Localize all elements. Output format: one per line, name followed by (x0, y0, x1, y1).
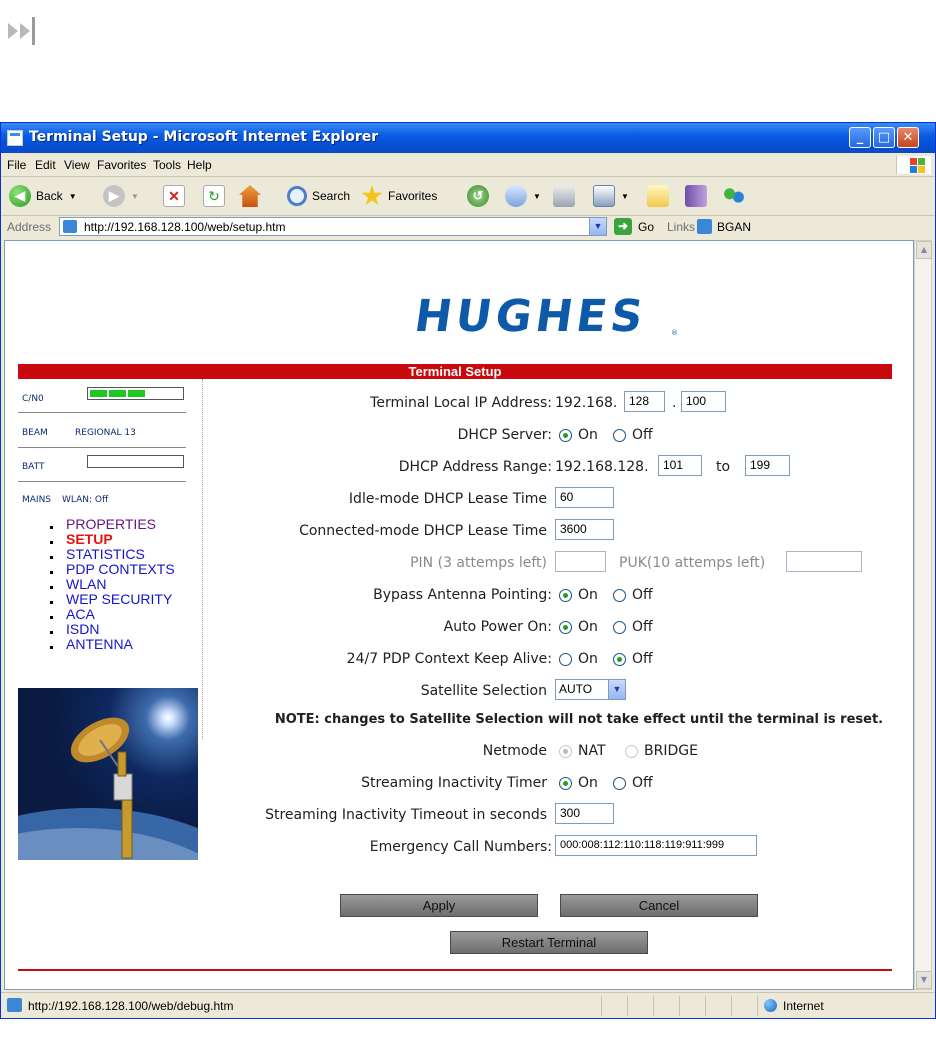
nav-setup[interactable]: SETUP (50, 532, 175, 547)
window-title: Terminal Setup - Microsoft Internet Explorer (29, 129, 379, 145)
edit-dropdown-icon[interactable]: ▼ (621, 191, 629, 201)
sidebar-nav (50, 517, 175, 652)
keepalive-off-label: Off (632, 651, 653, 667)
dhcp-range-end-input[interactable]: 199 (745, 455, 790, 476)
scroll-down-icon[interactable]: ▼ (916, 971, 932, 989)
research-books-icon (685, 185, 707, 207)
nav-statistics[interactable]: STATISTICS (50, 547, 175, 562)
page-icon (63, 220, 77, 233)
streaming-on-label: On (578, 775, 598, 791)
ip-octet3-input[interactable]: 128 (624, 391, 665, 412)
favorites-star-icon (361, 185, 383, 207)
back-arrow-icon: ◀ (9, 185, 31, 207)
keep-alive-label: 24/7 PDP Context Keep Alive: (346, 651, 552, 667)
search-label: Search (312, 189, 351, 203)
netmode-nat-radio[interactable] (559, 745, 572, 758)
battery-meter (87, 455, 184, 468)
hughes-logo (411, 291, 650, 342)
bypass-off-radio[interactable] (613, 589, 626, 602)
edit-button[interactable] (593, 183, 629, 209)
status-divider (627, 996, 628, 1016)
dhcp-range-label: DHCP Address Range: (398, 459, 552, 475)
menu-bar (1, 154, 935, 177)
status-divider (18, 412, 186, 413)
emergency-numbers-label: Emergency Call Numbers: (369, 839, 552, 855)
satellite-selection-value: AUTO (559, 682, 593, 696)
address-label: Address (7, 220, 52, 234)
restart-terminal-button[interactable]: Restart Terminal (450, 931, 648, 954)
back-button[interactable] (9, 183, 77, 209)
dhcp-range-prefix: 192.168.128. (555, 459, 649, 475)
dhcp-off-label: Off (632, 427, 653, 443)
dhcp-on-label: On (578, 427, 598, 443)
status-divider (18, 447, 186, 448)
header-bar (18, 364, 892, 379)
nav-aca[interactable]: ACA (50, 607, 175, 622)
keepalive-on-radio[interactable] (559, 653, 572, 666)
bypass-antenna-label: Bypass Antenna Pointing: (373, 587, 552, 603)
dhcp-range-start-input[interactable]: 101 (658, 455, 702, 476)
netmode-bridge-radio[interactable] (625, 745, 638, 758)
dhcp-on-radio[interactable] (559, 429, 572, 442)
internet-zone-icon (764, 999, 777, 1012)
nav-antenna[interactable]: ANTENNA (50, 637, 175, 652)
status-divider (653, 996, 654, 1016)
ie-page-icon (7, 130, 23, 146)
autopower-on-radio[interactable] (559, 621, 572, 634)
puk-input[interactable] (786, 551, 862, 572)
toolbar (1, 177, 935, 216)
history-icon: ↺ (467, 185, 489, 207)
satellite-selection-select[interactable] (555, 679, 626, 700)
messenger-button[interactable] (723, 183, 745, 209)
close-button[interactable]: ✕ (897, 127, 919, 148)
chevron-down-icon[interactable]: ▼ (608, 680, 625, 699)
address-bar (1, 216, 935, 238)
address-input[interactable] (59, 217, 607, 236)
wlan-status: WLAN: Off (62, 495, 109, 505)
mail-button[interactable] (505, 183, 541, 209)
discuss-button[interactable] (647, 183, 669, 209)
browser-window (0, 122, 936, 1019)
status-divider (731, 996, 732, 1016)
links-label: Links (667, 220, 696, 234)
go-button[interactable]: Go (638, 220, 655, 234)
vertical-scrollbar[interactable] (914, 240, 932, 990)
streaming-timeout-input[interactable]: 300 (555, 803, 614, 824)
trademark-mark: ® (671, 329, 678, 337)
menu-tools[interactable]: Tools (153, 158, 182, 172)
streaming-off-radio[interactable] (613, 777, 626, 790)
messenger-icon (723, 185, 745, 207)
search-button[interactable] (287, 183, 350, 209)
autopower-off-label: Off (632, 619, 653, 635)
favorites-label: Favorites (388, 189, 438, 203)
menu-file[interactable]: File (7, 158, 27, 172)
mail-dropdown-icon[interactable]: ▼ (533, 191, 541, 201)
print-icon (553, 185, 575, 207)
mail-icon (505, 185, 527, 207)
history-button[interactable] (467, 183, 489, 209)
satellite-note: NOTE: changes to Satellite Selection will not take effect until the terminal is reset. (274, 712, 884, 727)
autopower-on-label: On (578, 619, 598, 635)
ip-dot: . (672, 395, 677, 411)
auto-power-label: Auto Power On: (443, 619, 552, 635)
cn0-label: C/N0 (22, 394, 44, 404)
streaming-off-label: Off (632, 775, 653, 791)
mains-label: MAINS (22, 495, 52, 505)
nav-isdn[interactable]: ISDN (50, 622, 175, 637)
connected-lease-label: Connected-mode DHCP Lease Time (299, 523, 547, 539)
satellite-selection-label: Satellite Selection (420, 683, 547, 699)
pin-input[interactable] (555, 551, 606, 572)
connected-lease-input[interactable]: 3600 (555, 519, 614, 540)
netmode-label: Netmode (482, 743, 547, 759)
footer-divider (18, 969, 892, 971)
forward-button[interactable] (103, 183, 139, 209)
print-button[interactable] (553, 183, 575, 209)
netmode-bridge-label: BRIDGE (644, 743, 698, 759)
netmode-nat-label: NAT (578, 743, 606, 759)
favorites-button[interactable] (361, 183, 437, 209)
security-zone: Internet (783, 999, 824, 1013)
page-content (4, 240, 914, 990)
status-bar (1, 992, 935, 1019)
beam-value: REGIONAL 13 (75, 428, 136, 438)
scroll-up-icon[interactable]: ▲ (916, 241, 932, 259)
keepalive-on-label: On (578, 651, 598, 667)
bypass-on-radio[interactable] (559, 589, 572, 602)
sidebar-divider (202, 379, 203, 739)
nav-properties[interactable]: PROPERTIES (50, 517, 175, 532)
idle-lease-input[interactable]: 60 (555, 487, 614, 508)
cn0-signal-fill (90, 390, 145, 397)
cn0-meter (87, 387, 184, 400)
nav-wlan[interactable]: WLAN (50, 577, 175, 592)
skip-forward-icon[interactable] (6, 14, 56, 48)
stop-button[interactable] (163, 183, 185, 209)
idle-lease-label: Idle-mode DHCP Lease Time (348, 491, 547, 507)
autopower-off-radio[interactable] (613, 621, 626, 634)
status-url: http://192.168.128.100/web/debug.htm (28, 999, 234, 1013)
cancel-button[interactable]: Cancel (560, 894, 758, 917)
dhcp-range-to: to (716, 459, 731, 475)
edit-page-icon (593, 185, 615, 207)
refresh-button[interactable] (203, 183, 225, 209)
streaming-timeout-label: Streaming Inactivity Timeout in seconds (265, 807, 547, 823)
search-icon (287, 186, 307, 206)
bypass-on-label: On (578, 587, 598, 603)
bypass-off-label: Off (632, 587, 653, 603)
dhcp-server-label: DHCP Server: (457, 427, 552, 443)
status-divider (757, 996, 758, 1016)
back-label: Back (36, 189, 63, 203)
ip-address-label: Terminal Local IP Address: (370, 395, 552, 411)
windows-logo-icon (896, 156, 931, 174)
home-icon (239, 185, 261, 207)
streaming-timer-label: Streaming Inactivity Timer (361, 775, 547, 791)
menu-help[interactable]: Help (187, 158, 212, 172)
address-url: http://192.168.128.100/web/setup.htm (84, 220, 286, 234)
menu-edit[interactable]: Edit (35, 158, 56, 172)
ip-octet4-input[interactable]: 100 (681, 391, 726, 412)
status-page-icon (7, 998, 22, 1012)
research-button[interactable] (685, 183, 707, 209)
dhcp-off-radio[interactable] (613, 429, 626, 442)
bgan-link-icon (697, 219, 712, 234)
batt-label: BATT (22, 462, 45, 472)
streaming-on-radio[interactable] (559, 777, 572, 790)
bgan-link[interactable]: BGAN (717, 220, 752, 234)
home-button[interactable] (239, 183, 261, 209)
folder-icon (647, 185, 669, 207)
refresh-icon: ↻ (203, 185, 225, 207)
forward-arrow-icon: ▶ (103, 185, 125, 207)
status-divider (601, 996, 602, 1016)
menu-favorites[interactable]: Favorites (97, 158, 147, 172)
emergency-numbers-input[interactable]: 000:008:112:110:118:119:911:999 (555, 835, 757, 856)
keepalive-off-radio[interactable] (613, 653, 626, 666)
address-dropdown-icon[interactable]: ▼ (589, 218, 606, 235)
title-bar (1, 123, 935, 153)
page-title: Terminal Setup (408, 364, 502, 379)
nav-pdp-contexts[interactable]: PDP CONTEXTS (50, 562, 175, 577)
status-divider (18, 481, 186, 482)
puk-label: PUK(10 attemps left) (619, 555, 766, 571)
menu-view[interactable]: View (64, 158, 90, 172)
status-divider (679, 996, 680, 1016)
back-dropdown-icon[interactable]: ▼ (68, 191, 77, 201)
ip-prefix: 192.168. (555, 395, 618, 411)
go-arrow-icon[interactable]: ➜ (614, 218, 632, 235)
status-divider (705, 996, 706, 1016)
maximize-button[interactable]: □ (873, 127, 895, 148)
beam-label: BEAM (22, 428, 48, 438)
pin-label: PIN (3 attemps left) (410, 555, 547, 571)
minimize-button[interactable]: _ (849, 127, 871, 148)
apply-button[interactable]: Apply (340, 894, 538, 917)
nav-wep-security[interactable]: WEP SECURITY (50, 592, 175, 607)
hughes-logo-text: HUGHES (411, 291, 650, 342)
stop-icon: ✕ (163, 185, 185, 207)
forward-dropdown-icon[interactable]: ▼ (131, 191, 139, 201)
